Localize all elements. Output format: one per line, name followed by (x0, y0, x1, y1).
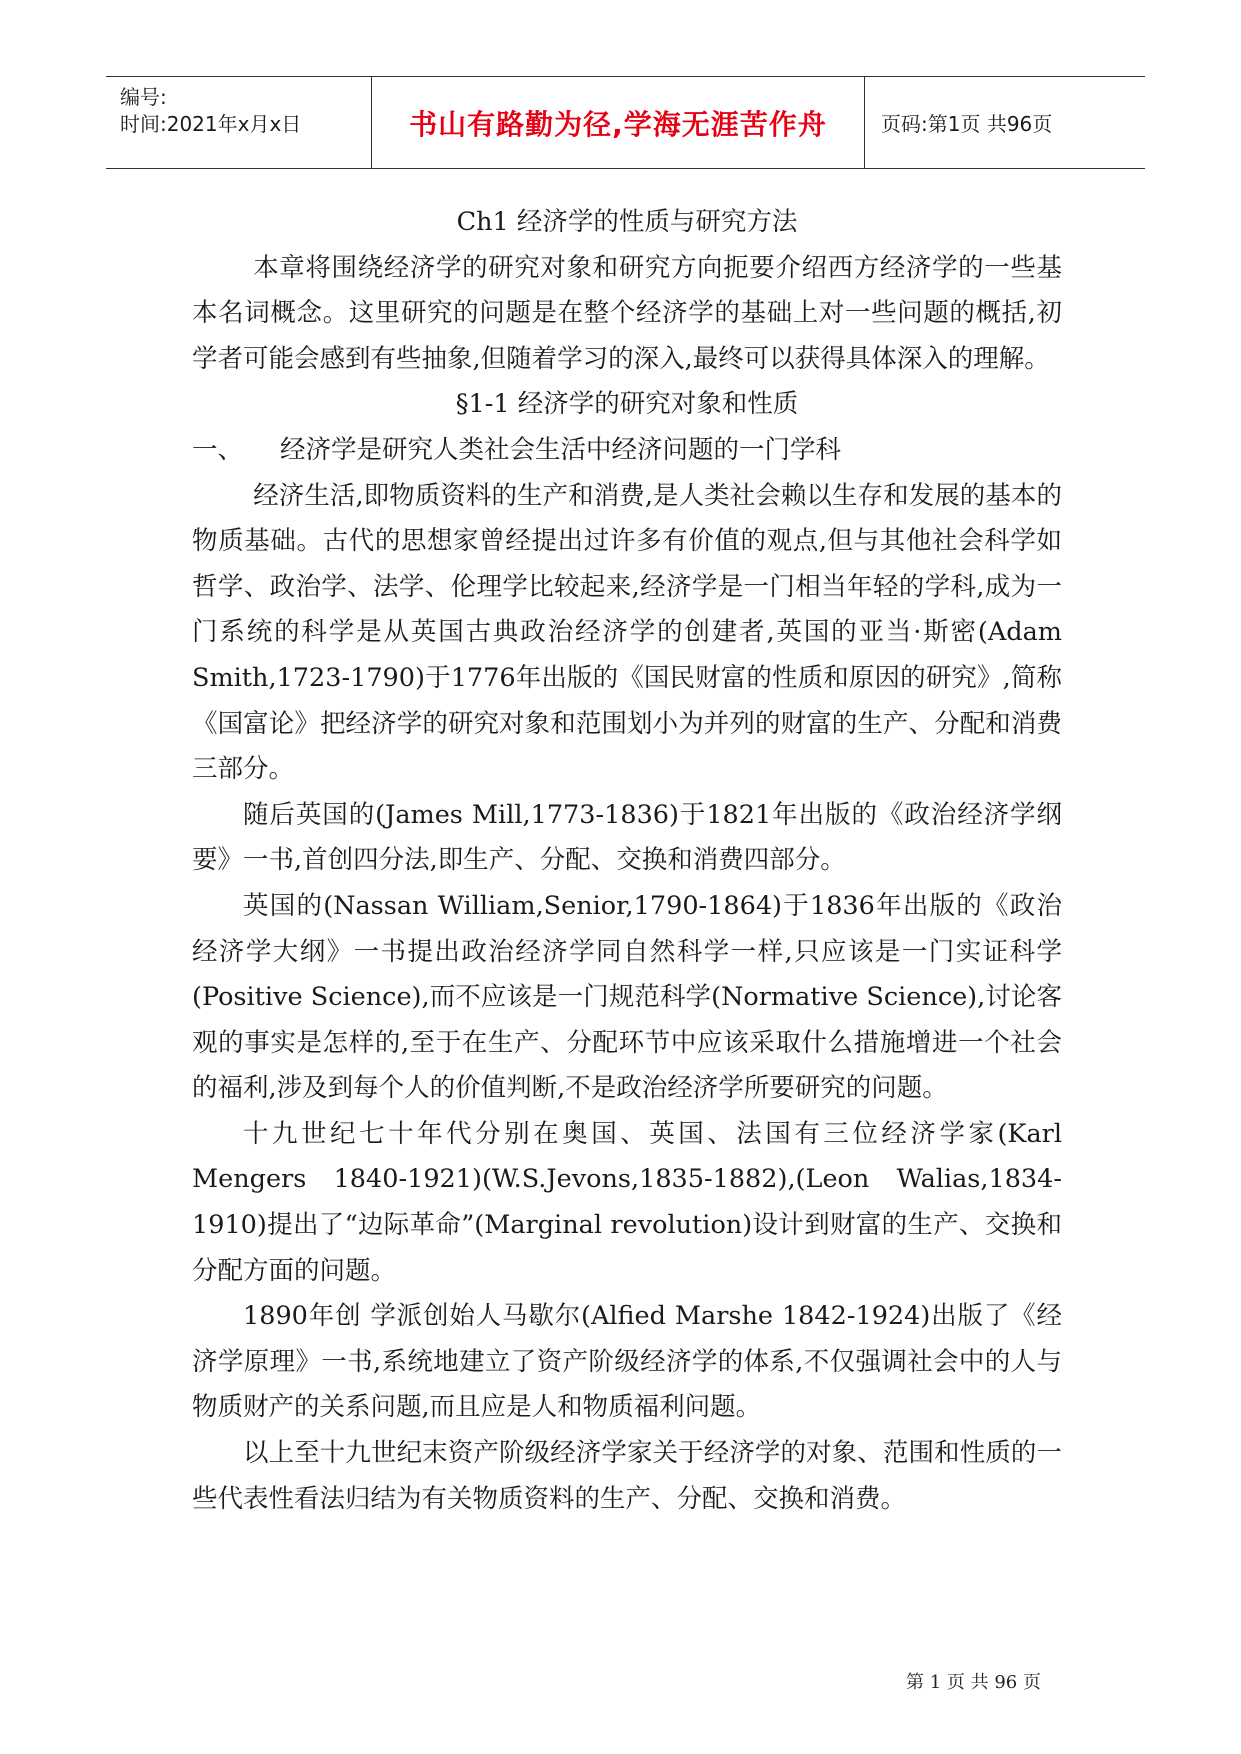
section-title: §1-1 经济学的研究对象和性质 (455, 389, 799, 420)
item-number: 一、 (192, 434, 244, 465)
time-label: 时间:2021年x月x日 (120, 112, 302, 136)
paragraph: 以上至十九世纪末资产阶级经济学家关于经济学的对象、范围和性质的一些代表性看法归结为有关物质资料的生产、分配、交换和消费。 (192, 1438, 1062, 1514)
page-footer: 第 1 页 共 96 页 (906, 1672, 1041, 1693)
item-heading: 经济学是研究人类社会生活中经济问题的一门学科 (280, 434, 842, 465)
number-label: 编号: (120, 85, 167, 109)
list-item (192, 428, 1062, 474)
header-page-info: 页码:第1页 共96页 (881, 112, 1053, 136)
header-meta-cell (106, 77, 371, 168)
motto-text: 书山有路勤为径,学海无涯苦作舟 (409, 107, 827, 141)
intro-paragraph: 本章将围绕经济学的研究对象和研究方向扼要介绍西方经济学的一些基本名词概念。这里研究的问题是在整个经济学的基础上对一些问题的概括,初学者可能会感到有些抽象,但随着学习的深入,最终可以获得具体深入的理解。 (192, 252, 1062, 374)
paragraph: 1890年创 学派创始人马歇尔(Alfied Marshe 1842-1924)出版了《经济学原理》一书,系统地建立了资产阶级经济学的体系,不仅强调社会中的人与物质财产的关系问题,而且应是人和物质福利问题。 (192, 1301, 1062, 1423)
paragraph: 英国的(Nassan William,Senior,1790-1864)于1836年出版的《政治经济学大纲》一书提出政治经济学同自然科学一样,只应该是一门实证科学(Positive Science),而不应该是一门规范科学(Normative Science),讨论客观的事实是怎样的,至于在生产、分配环节中应该采取什么措施增进一个社会的福利,涉及到每个人的价值判断,不是政治经济学所要研究的问题。 (192, 890, 1062, 1104)
chapter-title: Ch1 经济学的性质与研究方法 (456, 207, 798, 237)
page-header (106, 76, 1145, 169)
document-body (192, 200, 1062, 1522)
paragraph: 随后英国的(James Mill,1773-1836)于1821年出版的《政治经济学纲要》一书,首创四分法,即生产、分配、交换和消费四部分。 (192, 799, 1062, 876)
header-motto-cell (371, 77, 865, 168)
paragraph: 经济生活,即物质资料的生产和消费,是人类社会赖以生存和发展的基本的物质基础。古代的思想家曾经提出过许多有价值的观点,但与其他社会科学如哲学、政治学、法学、伦理学比较起来,经济学是一门相当年轻的学科,成为一门系统的科学是从英国古典政治经济学的创建者,英国的亚当·斯密(Adam Smith,1723-1790)于1776年出版的《国民财富的性质和原因的研究》,简称《国富论》把经济学的研究对象和范围划小为并列的财富的生产、分配和消费三部分。 (192, 480, 1062, 785)
paragraph: 十九世纪七十年代分别在奥国、英国、法国有三位经济学家(Karl Mengers 1840-1921)(W.S.Jevons,1835-1882),(Leon Walias,1834-1910)提出了“边际革命”(Marginal revolution)设计到财富的生产、交换和分配方面的问题。 (192, 1118, 1062, 1286)
